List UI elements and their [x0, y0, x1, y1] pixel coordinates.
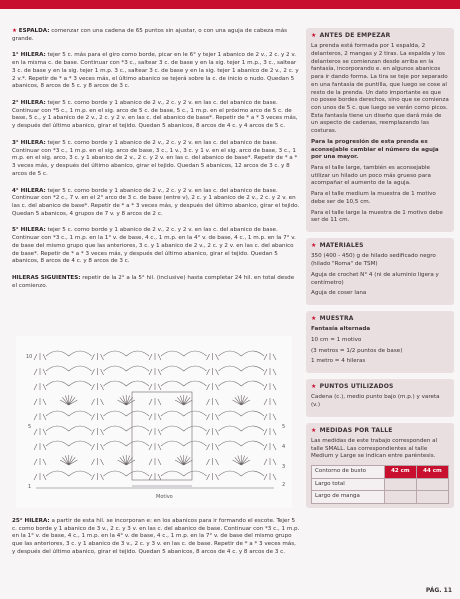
table-cell-label: Largo total — [312, 478, 385, 491]
chart-row-number-10: 10 — [26, 354, 33, 360]
row-5-text: tejer 5 c. como borde y 1 abanico de 2 v., 2 c. y 2 v. en las c. del abanico de base. Continuar con *3 c., 1 m.p. en la 1° v. de base, 4 c., 1 m.p. en la 4° v. de base, 4 c., 1 m.p. en la 7° v. de base del mismo grupo que las anteriores, 3 c. y 1 abanico de 2 v., 2 c. y 2 v. en las c. del abanico de base*. Repetir de * a * 3 veces más, y después del último abanico, girar el tejido. Quedan 5 abanicos, 8 arcos de 4 c. y 8 arcos de 3 c. — [12, 227, 296, 265]
chain-arc — [46, 381, 92, 386]
star-icon: ★ — [311, 426, 317, 434]
chain-arc — [46, 351, 92, 356]
star-icon: ★ — [12, 28, 18, 34]
fan-symbol — [92, 473, 104, 480]
muestra-title-text: MUESTRA — [319, 314, 354, 322]
espalda-label: ESPALDA: — [18, 28, 50, 34]
fan-symbol — [34, 383, 46, 390]
chain-arc — [104, 366, 150, 371]
fan-symbol — [34, 458, 46, 465]
table-row — [312, 491, 449, 504]
chart-right-label-2: 2 — [282, 482, 286, 488]
row-3-label: 3° HILERA: — [12, 139, 46, 146]
table-cell — [384, 478, 416, 491]
fan-symbol — [149, 413, 161, 420]
chain-arc — [104, 351, 150, 356]
motivo-frame — [132, 392, 192, 480]
fan-symbol — [264, 383, 276, 390]
row-4-text: tejer 5 c. como borde y 1 abanico de 2 v., 2 c. y 2 v. en las c. del abanico de base. Continuar con *2 c., 7 v. en el 2° arco de 3 c. de base (entre v), 2 c. y 1 abanico de 2 v., 2 c. y 2 v. en las c. del abanico de base*. Repetir de * a * 3 veces más, y después del último abanico, girar el tejido. Quedan 5 abanicos, 4 grupos de 7 v. y 8 arcos de 2 c. — [12, 187, 300, 217]
chain-arc — [233, 395, 250, 405]
table-cell — [416, 478, 448, 491]
chain-arc — [46, 411, 92, 416]
fan-symbol — [207, 353, 219, 360]
row-25-label: 25° HILERA: — [12, 518, 50, 524]
row-3-text: tejer 5 c. como borde y 1 abanico de 2 v., 2 c. y 2 v. en las c. del abanico de base. Continuar con *3 c., 1 m.p. en el sig. arco de base, 3 c., 1 v., 3 c. y 1 v. en el sig. arco de base, 3 c., 1 m.p. en el sig. arco, 3 c. y 1 abanico de 2 v., 2 c. y 2 v. en las c. del abanico de base*. Repetir de * a * 3 veces más, y después del último abanico, girar el tejido. Quedan 5 abanicos, 12 arcos de 3 c. y 8 arcos de 5 c. — [12, 139, 298, 177]
fan-symbol — [149, 368, 161, 375]
chain-arc — [161, 411, 207, 416]
star-icon: ★ — [311, 32, 317, 39]
materiales-box — [306, 238, 454, 305]
chain-arc — [46, 366, 92, 371]
fan-symbol — [34, 473, 46, 480]
chain-arc — [219, 351, 265, 356]
fan-symbol — [34, 428, 46, 435]
fan-symbol — [207, 398, 219, 405]
fan-symbol — [92, 398, 104, 405]
chain-arc — [219, 366, 265, 371]
chain-arc — [161, 471, 207, 476]
fan-symbol — [149, 353, 161, 360]
puntos-box — [306, 379, 454, 417]
antes-p5: Para el talle large la muestra de 1 motivo debe ser de 11 cm. — [311, 209, 443, 224]
chain-arc — [104, 441, 150, 446]
chart-row-number-1: 1 — [28, 484, 32, 490]
chain-arc — [60, 395, 77, 405]
siguientes-text: repetir de la 2° a la 5° hil. (inclusive) hasta completar 24 hil. en total desde el comienzo. — [12, 274, 295, 289]
main-column — [12, 28, 300, 299]
chain-arc — [104, 381, 150, 386]
fan-symbol — [207, 428, 219, 435]
fan-symbol — [264, 398, 276, 405]
page-number: PÁG. 11 — [425, 586, 452, 594]
muestra-item: 10 cm = 1 motivo — [311, 336, 362, 343]
antes-p2: Para la progresión de esta prenda es aconsejable cambiar el número de aguja por una mayor. — [311, 138, 439, 161]
table-cell — [416, 491, 448, 504]
chain-arc — [46, 471, 92, 476]
row-4 — [12, 188, 300, 219]
table-cell — [384, 491, 416, 504]
puntos-title-text: PUNTOS UTILIZADOS — [319, 383, 394, 391]
materiales-item: Aguja de coser lana — [311, 290, 367, 297]
muestra-box — [306, 311, 454, 373]
fan-symbol — [92, 413, 104, 420]
size-table — [311, 465, 449, 504]
row-2-text: tejer 5 c. como borde y 1 abanico de 2 v., 2 c. y 2 v. en las c. del abanico de base. Continuar con *5 c., 1 m.p. en el sig. arco de 5 c. de base, 5 c., 1 m.p. en el próximo arco de 5 c. de base, 5 c., y 1 abanico de 2 v., 2 c. y 2 v. en las c. del abanico de base*. Repetir de * a * 3 veces más, y después del último abanico, girar el tejido. Quedan 5 abanicos, 8 arcos de 4 c. y 4 arcos de 5 c. — [12, 100, 298, 130]
materiales-item: Aguja de crochet N° 4 (ni de aluminio ligera y centímetro) — [311, 271, 439, 286]
fan-symbol — [264, 458, 276, 465]
antes-de-empezar-box — [306, 28, 454, 232]
fan-symbol — [34, 353, 46, 360]
fan-symbol — [149, 383, 161, 390]
fan-symbol — [264, 443, 276, 450]
row-2 — [12, 100, 300, 131]
table-cell: 42 cm — [384, 466, 416, 479]
fan-symbol — [34, 443, 46, 450]
stitch-chart-svg — [16, 336, 292, 508]
fan-symbol — [207, 473, 219, 480]
muestra-item: 1 metro = 4 hileras — [311, 358, 366, 365]
row-1-label: 1° HILERA: — [12, 52, 46, 59]
table-cell-label: Contorno de busto — [312, 466, 385, 479]
puntos-text: Cadena (c.), medio punto bajo (m.p.) y vareta (v.) — [311, 394, 440, 409]
fan-symbol — [264, 368, 276, 375]
medidas-title — [311, 427, 449, 435]
materiales-item: 350 (400 - 450) g de hilado sedificado negro (hilado "Roma" de TSM) — [311, 253, 436, 268]
antes-title-text: ANTES DE EMPEZAR — [319, 32, 391, 39]
chart-motivo-label: Motivo — [156, 494, 173, 500]
chain-arc — [104, 471, 150, 476]
chain-arc — [219, 471, 265, 476]
stitch-chart — [16, 336, 292, 508]
fan-symbol — [92, 458, 104, 465]
fan-symbol — [207, 383, 219, 390]
star-icon: ★ — [311, 242, 317, 250]
fan-symbol — [92, 368, 104, 375]
chain-arc — [219, 381, 265, 386]
materiales-title — [311, 242, 449, 250]
chain-arc — [46, 426, 92, 431]
espalda-text: comenzar con una cadena de 65 puntos sin ajustar, o con una aguja de cabeza más grande. — [12, 28, 288, 42]
table-row — [312, 466, 449, 479]
chain-arc — [161, 441, 207, 446]
fan-symbol — [149, 398, 161, 405]
espalda-intro — [12, 28, 300, 43]
fan-symbol — [34, 413, 46, 420]
row-25-text: a partir de esta hil. se incorporan e: en los abanicos para ir formando el escote. Tejer 5 c. como borde y 1 abanico de 3 v., 2 c. y 3 v. en las c. del abanico de base. Continuar con *3 c., 1 m.p. en la 1° v. de base, 4 c., 1 m.p. en la 4° v. de base, 4 c., 1 m.p. en la 7° v. de base del mismo grupo que las anteriores, 3 c. y 1 abanico de 3 v., 2 c. y 3 v. en las c. de base. Repetir de * a * 3 veces más, y después del último abanico, girar el tejido. Quedan 5 abanicos, 8 arcos de 4 c. y 8 arcos de 3 c. — [12, 518, 300, 555]
fan-symbol — [264, 413, 276, 420]
fan-symbol — [34, 368, 46, 375]
chain-arc — [219, 426, 265, 431]
fan-symbol — [207, 443, 219, 450]
star-icon: ★ — [311, 314, 317, 322]
chain-arc — [219, 441, 265, 446]
chart-row-number-5: 5 — [28, 424, 32, 430]
medidas-title-text: MEDIDAS POR TALLE — [319, 426, 393, 434]
table-row — [312, 478, 449, 491]
row-1 — [12, 52, 300, 91]
hileras-siguientes — [12, 275, 300, 290]
siguientes-label: HILERAS SIGUIENTES: — [12, 274, 81, 281]
chain-arc — [104, 426, 150, 431]
chain-arc — [219, 411, 265, 416]
row-25 — [12, 518, 300, 557]
fan-symbol — [149, 428, 161, 435]
fan-symbol — [207, 368, 219, 375]
top-red-band — [0, 0, 460, 9]
chain-arc — [161, 381, 207, 386]
sidebar — [306, 28, 454, 514]
chain-arc — [161, 351, 207, 356]
antes-p4: Para el talle medium la muestra de 1 motivo debe ser de 10,5 cm. — [311, 191, 436, 205]
fan-symbol — [264, 428, 276, 435]
fan-symbol — [264, 473, 276, 480]
table-cell: 44 cm — [416, 466, 448, 479]
row-5-label: 5° HILERA: — [12, 227, 46, 234]
row-3 — [12, 140, 300, 179]
fan-symbol — [207, 458, 219, 465]
fan-symbol — [92, 353, 104, 360]
chain-arc — [118, 395, 135, 405]
chain-arc — [118, 455, 135, 465]
chain-arc — [175, 395, 192, 405]
fan-symbol — [92, 443, 104, 450]
fan-symbol — [149, 458, 161, 465]
chart-right-label-5: 5 — [282, 424, 286, 430]
star-icon: ★ — [311, 383, 317, 391]
chain-arc — [175, 455, 192, 465]
fan-symbol — [264, 353, 276, 360]
medidas-box — [306, 423, 454, 508]
medidas-text: Las medidas de este trabajo corresponden al talle SMALL. Las correspondientes al talle Medium y Large se indican entre paréntesis. — [311, 438, 438, 460]
row-4-label: 4° HILERA: — [12, 187, 46, 194]
chain-arc — [233, 455, 250, 465]
row-1-text: tejer 5 c. más para el giro como borde, picar en le 6° y tejer 1 abanico de 2 v., 2 c. y 2 v. en la misma c. de base. Continuar con *3 c., saltear 3 c. de base y en la sig. tejer 1 m.p., 3 c., saltear 3 c. de base y en la sig. tejer 1 m.p. 3 c., saltear 3 c. de base y en la sig. tejer 1 abanico de 2 v., 2 c. y 2 v.*. Repetir de * a * 3 veces más, el último abanico se tejerá sobre la c. de inicio o nudo. Quedan 5 abanicos, 8 arcos de 5 c. y 8 arcos de 3 c. — [12, 52, 299, 90]
row-2-label: 2° HILERA: — [12, 100, 46, 107]
materiales-title-text: MATERIALES — [319, 242, 364, 250]
chain-arc — [104, 411, 150, 416]
muestra-title — [311, 315, 449, 323]
chart-right-label-3: 3 — [282, 464, 286, 470]
antes-p3: Para el talle large, también es aconsejable utilizar un hilado un poco más grueso para acompañar el aumento de la aguja. — [311, 165, 431, 187]
chain-arc — [60, 455, 77, 465]
muestra-item: (3 metros = 1/2 puntos de base) — [311, 347, 403, 354]
puntos-title — [311, 383, 449, 391]
chain-arc — [161, 366, 207, 371]
row-5 — [12, 227, 300, 266]
fan-symbol — [207, 413, 219, 420]
muestra-subtitle: Fantasía alternada — [311, 326, 371, 333]
fan-symbol — [149, 443, 161, 450]
antes-p1: La prenda está formada por 1 espalda, 2 delanteros, 2 mangas y 2 tiras. La espalda y los delanteros se comienzan desde arriba en la fantasía, incorporando e. en algunos abanicos para ir dando forma. La tira se teje por separado en una fantasía de puntilla, que luego se cose al resto de la prenda. Un dato importante es que no posee bordes derechos, sino que se comienza con unos de 5 c. que luego se verán como picos. Esta fantasía tiene un diseño que dará más de un aspecto de cadenas, reemplazando las costuras. — [311, 43, 449, 135]
fan-symbol — [149, 473, 161, 480]
antes-title — [311, 32, 449, 40]
fan-symbol — [34, 398, 46, 405]
fan-symbol — [92, 383, 104, 390]
fan-symbol — [92, 428, 104, 435]
chain-arc — [46, 441, 92, 446]
table-cell-label: Largo de manga — [312, 491, 385, 504]
chain-arc — [161, 426, 207, 431]
chart-right-label-4: 4 — [282, 444, 286, 450]
